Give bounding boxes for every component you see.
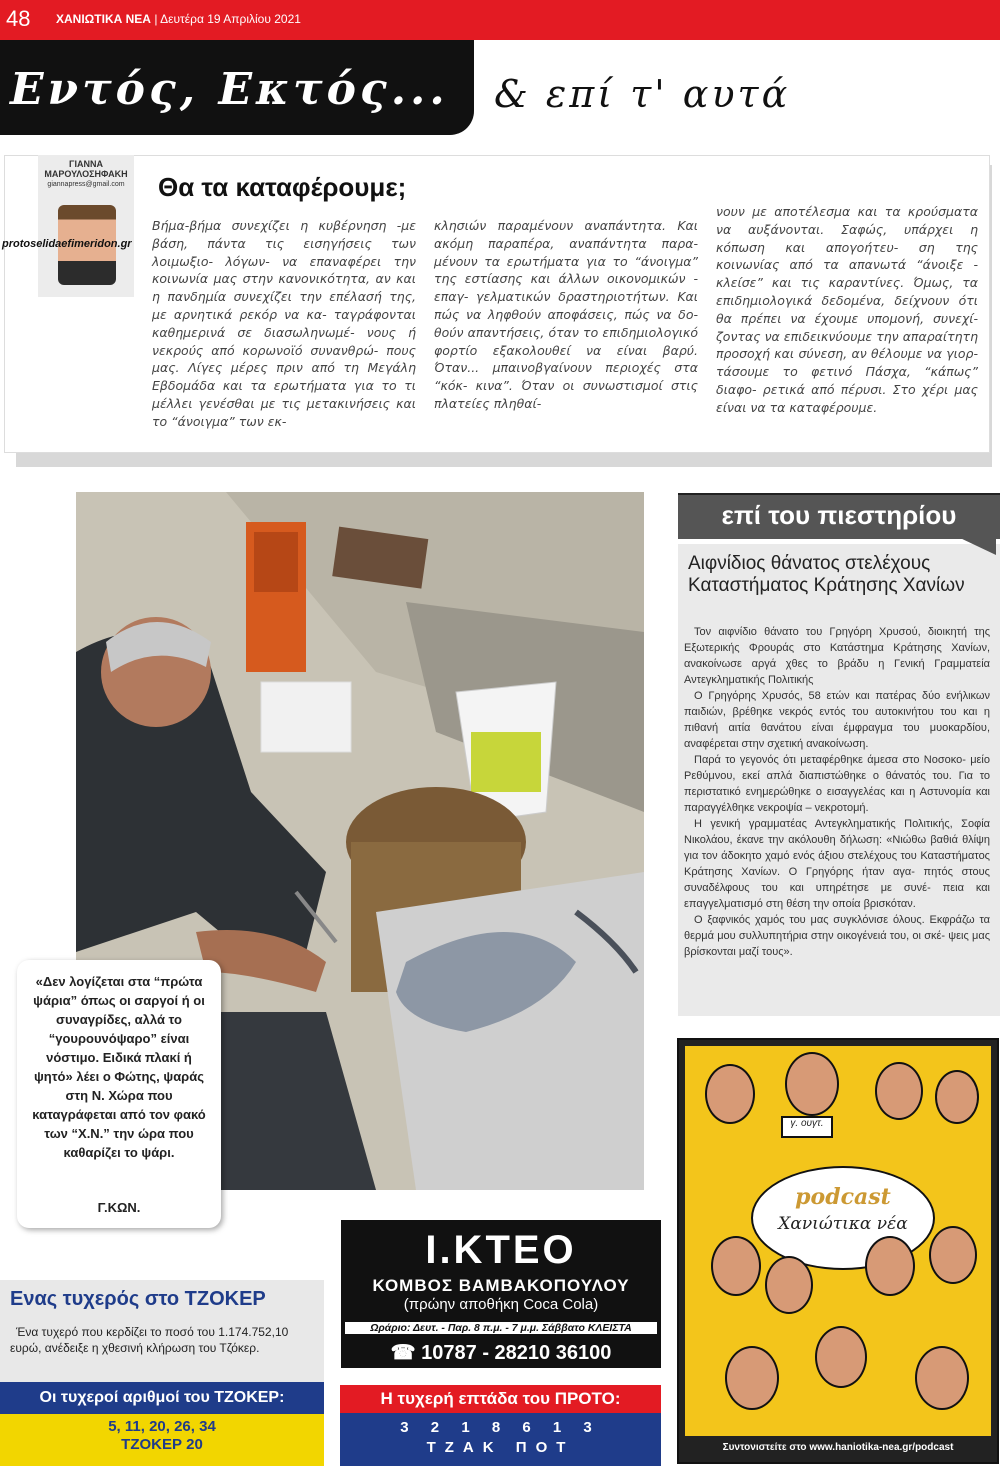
podcast-ad[interactable] <box>677 1038 999 1464</box>
opinion-column-1: Βήμα-βήμα συνεχίζει η κυβέρνηση -με βάση, πάντα τις εισηγήσεις των λοιμωξιο- λόγων- να επαναφέρει την κοινωνία μας στην κανονικότητα, αν και η πανδημία συνεχίζει την επέλασή της, με αρνητικά ρεκόρ να κα- ταγράφονται καθημερινά σε διασωληνωμέ- νους ή νεκρούς από κορωνοϊό συνανθρώ- πους μας. Λίγες μέρες πριν από τη Μεγάλη Εβδομάδα και τα ερωτήματα για το τι μέλλει γενέσθαι με τις μετακινήσεις και το “άνοιγμα” των εκ- <box>152 218 416 429</box>
news-section-label: επί του πιεστηρίου <box>678 493 1000 539</box>
kteo-former-location: (πρώην αποθήκη Coca Cola) <box>403 1296 599 1313</box>
host-portrait <box>915 1346 969 1410</box>
host-portrait <box>815 1326 867 1388</box>
proto-band: Η τυχερή επτάδα του ΠΡΟΤΟ: <box>340 1385 661 1413</box>
host-portrait <box>875 1062 923 1120</box>
host-portrait <box>725 1346 779 1410</box>
caption-credit: Γ.ΚΩΝ. <box>97 1200 141 1215</box>
news-body <box>684 624 990 960</box>
joker-band: Οι τυχεροί αριθμοί του ΤΖΟΚΕΡ: <box>0 1382 324 1414</box>
host-portrait <box>765 1256 813 1314</box>
kteo-logo: Ι.ΚΤΕΟ <box>425 1228 577 1272</box>
podcast-artwork <box>685 1046 991 1436</box>
news-paragraph: Ο Γρηγόρης Χρυσός, 58 ετών και πατέρας δύο ενήλικων παιδιών, βρέθηκε νεκρός εντός του αυτοκινήτου του και η πιθανή αιτία θανάτου είναι έμφραγμα του μυοκαρδίου, αναφέρεται στην σχετική ανακοίνωση. <box>684 690 990 750</box>
host-portrait <box>705 1064 755 1124</box>
podcast-footer[interactable]: Συντονιστείτε στο www.haniotika-nea.gr/podcast <box>722 1442 954 1453</box>
host-portrait <box>785 1052 839 1116</box>
opinion-column-3: νουν με αποτέλεσμα και τα κρούσματα να αυξάνονται. Σαφώς, υπάρχει η κόπωση και απογοήτευ- ση της κοινωνίας από τα απανωτά “άνοιξε - κλείσε” και τις καραντίνες. Όμως, τα επιδημιολογικά δεδομένα, δείχνουν ότι θα πρέπει να έχουμε υπομονή, συνεχί- ζοντας να επιδεικνύουμε την απαραίτητη προσοχή και σύνεση, αν θέλουμε να γιορ- τάσουμε το φετινό Πάσχα, “κάπως” διαφο- ρετικά από πέρυσι. Στο χέρι μας είναι να τα καταφέρουμε. <box>716 204 978 415</box>
kteo-hours: Ωράριο: Δευτ. - Παρ. 8 π.μ. - 7 μ.μ. Σάββατο ΚΛΕΙΣΤΑ <box>345 1322 657 1334</box>
proto-winning-numbers: 3 2 1 8 6 1 3 <box>400 1419 601 1436</box>
host-portrait <box>865 1236 915 1296</box>
paper-title: ΧΑΝΙΩΤΙΚΑ ΝΕΑ <box>56 12 151 26</box>
news-paragraph: Η γενική γραμματέας Αντεγκληματικής Πολιτικής, Σοφία Νικολάου, έκανε την ακόλουθη δήλωση: «Νιώθω βαθιά θλίψη για τον άδοκητο χαμό ενός άξιου στελέχους του Καταστήματος Κράτησης Χανίων. Ο Γρηγόρης ήταν αγα- πητός στους συναδέλφους του και υπηρέτησε με συνέ- πεια και επαγγελματισμό στη θέση την οποία βρισκόταν. <box>684 818 990 910</box>
news-paragraph: Τον αιφνίδιο θάνατο του Γρηγόρη Χρυσού, διοικητή της Εξωτερικής Φρουράς στο Κατάστημα Κράτησης Χανίων, ανακοίνωσε αργά χθες το βράδυ η Γενική Γραμματεία Αντεγκληματικής Πολιτικής <box>684 626 990 686</box>
joker-winning-numbers: 5, 11, 20, 26, 34 <box>108 1418 216 1435</box>
podcast-word: podcast <box>795 1184 891 1210</box>
joker-numbers <box>0 1418 324 1454</box>
section-subtitle: & επί τ' αυτά <box>494 72 791 116</box>
issue-date: | Δευτέρα 19 Απριλίου 2021 <box>154 12 301 26</box>
watermark: protoselidaefimeridon.gr <box>2 238 132 250</box>
host-portrait <box>929 1226 977 1284</box>
author-card <box>38 155 134 297</box>
kteo-phone: ☎ 10787 - 28210 36100 <box>390 1342 612 1364</box>
proto-numbers <box>340 1418 661 1458</box>
joker-bonus-number: ΤΖΟΚΕΡ 20 <box>121 1436 203 1453</box>
kteo-ad[interactable] <box>341 1220 661 1368</box>
joker-title: Ενας τυχερός στο ΤΖΟΚΕΡ <box>10 1288 266 1310</box>
podcast-badge: γ. ουγτ. <box>781 1116 833 1138</box>
news-paragraph: Παρά το γεγονός ότι μεταφέρθηκε άμεσα στο Νοσοκο- μείο Ρεθύμνου, εκεί απλά διαπιστώθηκε ο θάνατός του. Για το περιστατικό ενημερώθηκε ο εισαγγελέας και η Αστυνομία και παραγγέλθηκε νεκροψία – νεκροτομή. <box>684 754 990 814</box>
opinion-title: Θα τα καταφέρουμε; <box>158 172 407 202</box>
author-name: ΓΙΑΝΝΑ ΜΑΡΟΥΛΟΣΗΦΑΚΗ <box>44 159 128 179</box>
joker-text: Ένα τυχερό που κερδίζει το ποσό του 1.174.752,10 ευρώ, ανέδειξε η χθεσινή κλήρωση του Τζόκερ. <box>10 1325 289 1355</box>
photo-caption <box>17 960 221 1228</box>
author-email: giannapress@gmail.com <box>47 181 125 188</box>
kteo-name: ΚΟΜΒΟΣ ΒΑΜΒΑΚΟΠΟΥΛΟΥ <box>372 1276 630 1295</box>
section-title: Εντός, Εκτός... <box>10 64 449 115</box>
proto-jackpot: ΤΖΑΚ ΠΟΤ <box>426 1439 575 1456</box>
paper-name <box>56 12 301 26</box>
page-number: 48 <box>6 6 31 31</box>
opinion-column-2: κλησιών παραμένουν αναπάντητα. Και ακόμη παραπέρα, αναπάντητα παρα- μένουν τα ερωτήματα για το “άνοιγμα” της εστίασης και άλλων οικονομικών - επαγ- γελματικών δραστηριοτήτων. Και πώς να ληφθούν αποφάσεις, πώς να δο- θούν απαντήσεις, όταν το επιδημιολογικό φορτίο εξακολουθεί να είναι βαρύ. Όταν... μπαινοβγαίνουν περιοχές στα “κόκ- κινα”. Όταν οι συνωστισμοί στις πλατείες πληθαί- <box>434 218 698 411</box>
host-portrait <box>711 1236 761 1296</box>
caption-text: «Δεν λογίζεται στα “πρώτα ψάρια” όπως οι σαργοί ή οι συναγρίδες, αλλά το “γουρουνόψαρο” είναι νόστιμο. Ειδικά πλακί ή ψητό» λέει ο Φώτης, ψαράς στη Ν. Χώρα που καταγράφεται από τον φακό των “Χ.Ν.” την ώρα που καθαρίζει το ψάρι. <box>32 974 206 1160</box>
host-portrait <box>935 1070 979 1124</box>
podcast-brand: Χανιώτικα νέα <box>778 1214 908 1234</box>
news-headline: Αιφνίδιος θάνατος στελέχους Καταστήματος Κράτησης Χανίων <box>688 553 965 596</box>
news-paragraph: Ο ξαφνικός χαμός του μας συγκλόνισε όλους. Εκφράζω τα θερμά μου συλλυπητήρια στην οικογένειά του, οι σκέ- ψεις μας βρίσκονται μαζί τους». <box>684 914 990 958</box>
